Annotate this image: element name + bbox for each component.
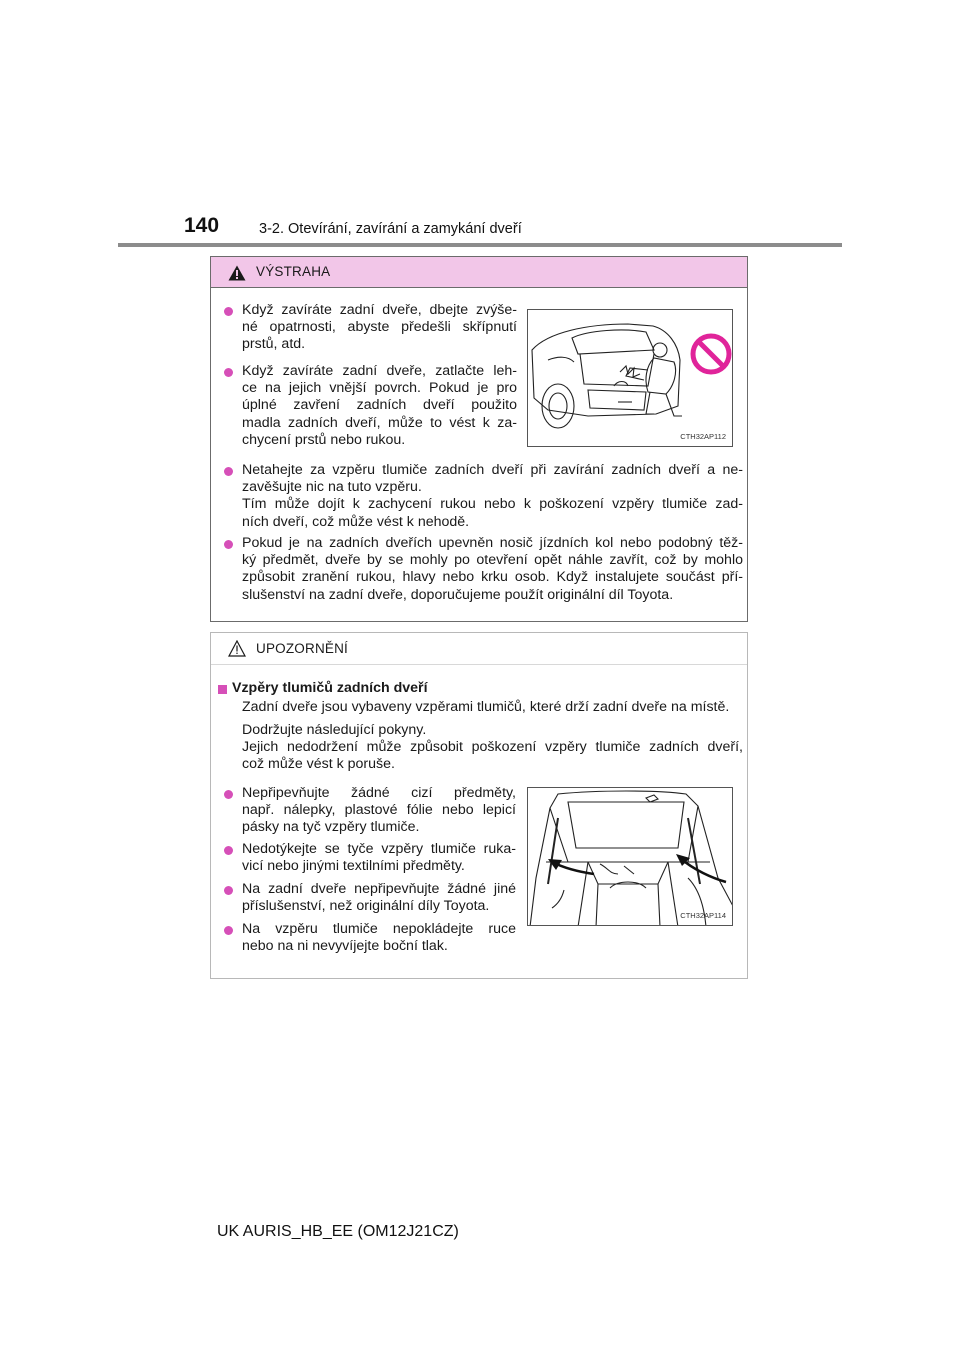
bullet-icon (224, 368, 233, 377)
caution-item-1 (242, 785, 516, 837)
caution-item-4 (242, 921, 516, 955)
warning-label: VÝSTRAHA (256, 264, 331, 279)
text-line: způsobit zranění rukou, hlavy nebo krku osob. Když instalujete součást pří- (242, 569, 743, 586)
text-line: prstů, atd. (242, 336, 306, 353)
text-line: Jejich nedodržení může způsobit poškození vzpěry tlumiče zadních dveří, (242, 739, 743, 756)
bullet-icon (224, 926, 233, 935)
text-line: příslušenství, než originální díly Toyota. (242, 898, 490, 915)
open-back-door-struts-illustration (528, 788, 733, 926)
car-back-door-warning-illustration (528, 310, 733, 447)
text-line: Pokud je na zadních dveřích upevněn nosič jízdních kol nebo podobný těž- (242, 535, 743, 551)
text-line: Když zavíráte zadní dveře, dbejte zvýše- (242, 302, 517, 318)
text-line: Nedotýkejte se tyče vzpěry tlumiče ruka- (242, 841, 516, 857)
caution-heading: Vzpěry tlumičů zadních dveří (232, 680, 428, 696)
text-line: slušenství na zadní dveře, doporučujeme použít originální díl Toyota. (242, 586, 674, 603)
section-title: 3-2. Otevírání, zavírání a zamykání dveří (259, 221, 522, 237)
bullet-icon (224, 307, 233, 316)
caution-item-2 (242, 841, 516, 875)
text-line: vicí nebo jinými textilními předměty. (242, 858, 465, 875)
caution-triangle-icon (228, 640, 246, 657)
manual-identifier: UK AURIS_HB_EE (OM12J21CZ) (217, 1223, 459, 1240)
warning-triangle-icon (228, 265, 246, 281)
text-line: né opatrnosti, abyste předešli skřípnutí (242, 319, 517, 336)
bullet-icon (224, 846, 233, 855)
text-line: Když zavíráte zadní dveře, zatlačte leh- (242, 363, 517, 379)
text-line: úplné zavření zadních dveří použito (242, 397, 517, 414)
figure-code: CTH32AP114 (680, 911, 726, 920)
text-line: madla zadních dveří, může to vést k za- (242, 414, 517, 431)
caution-label: UPOZORNĚNÍ (256, 641, 349, 656)
caution-paragraph-1: Zadní dveře jsou vybaveny vzpěrami tlumičů, které drží zadní dveře na místě. (242, 699, 730, 715)
bullet-icon (224, 540, 233, 549)
page-number: 140 (184, 214, 220, 237)
text-line: Tím může dojít k zachycení rukou nebo k poškození vzpěry tlumiče zad- (242, 496, 743, 513)
illustration-damper-struts (527, 787, 733, 926)
text-line: Na vzpěru tlumiče nepokládejte ruce (242, 921, 516, 937)
bullet-icon (224, 790, 233, 799)
text-line: Netahejte za vzpěru tlumiče zadních dveří při zavírání zadních dveří a ne- (242, 462, 743, 478)
caution-item-3 (242, 881, 516, 915)
text-line: Dodržujte následující pokyny. (242, 722, 427, 738)
header-divider (118, 243, 842, 247)
warning-box (210, 256, 748, 622)
caution-paragraph-2 (242, 722, 743, 774)
warning-header (211, 257, 747, 288)
bullet-icon (224, 467, 233, 476)
text-line: nebo na ni nevyvíjejte boční tlak. (242, 938, 448, 955)
text-line: což může vést k poruše. (242, 756, 395, 773)
text-line: ký předmět, dveře by se mohly po otevření opět náhle zavřít, což by mohlo (242, 552, 743, 569)
bullet-icon (224, 886, 233, 895)
text-line: např. nálepky, plastové fólie nebo lepicí (242, 802, 516, 819)
figure-code: CTH32AP112 (680, 432, 726, 441)
illustration-closing-back-door (527, 309, 733, 447)
text-line: ních dveří, což může vést k nehodě. (242, 513, 470, 530)
text-line: chycení prstů nebo rukou. (242, 431, 406, 448)
caution-box (210, 632, 748, 979)
text-line: Na zadní dveře nepřipevňujte žádné jiné (242, 881, 516, 897)
text-line: ce na jejich vnější povrch. Pokud je pro (242, 380, 517, 397)
text-line: zavěšujte nic na tuto vzpěru. (242, 479, 422, 496)
text-line: Nepřipevňujte žádné cizí předměty, (242, 785, 516, 801)
caution-header (211, 633, 747, 665)
text-line: pásky na tyč vzpěry tlumiče. (242, 819, 420, 836)
section-square-icon (218, 685, 227, 694)
